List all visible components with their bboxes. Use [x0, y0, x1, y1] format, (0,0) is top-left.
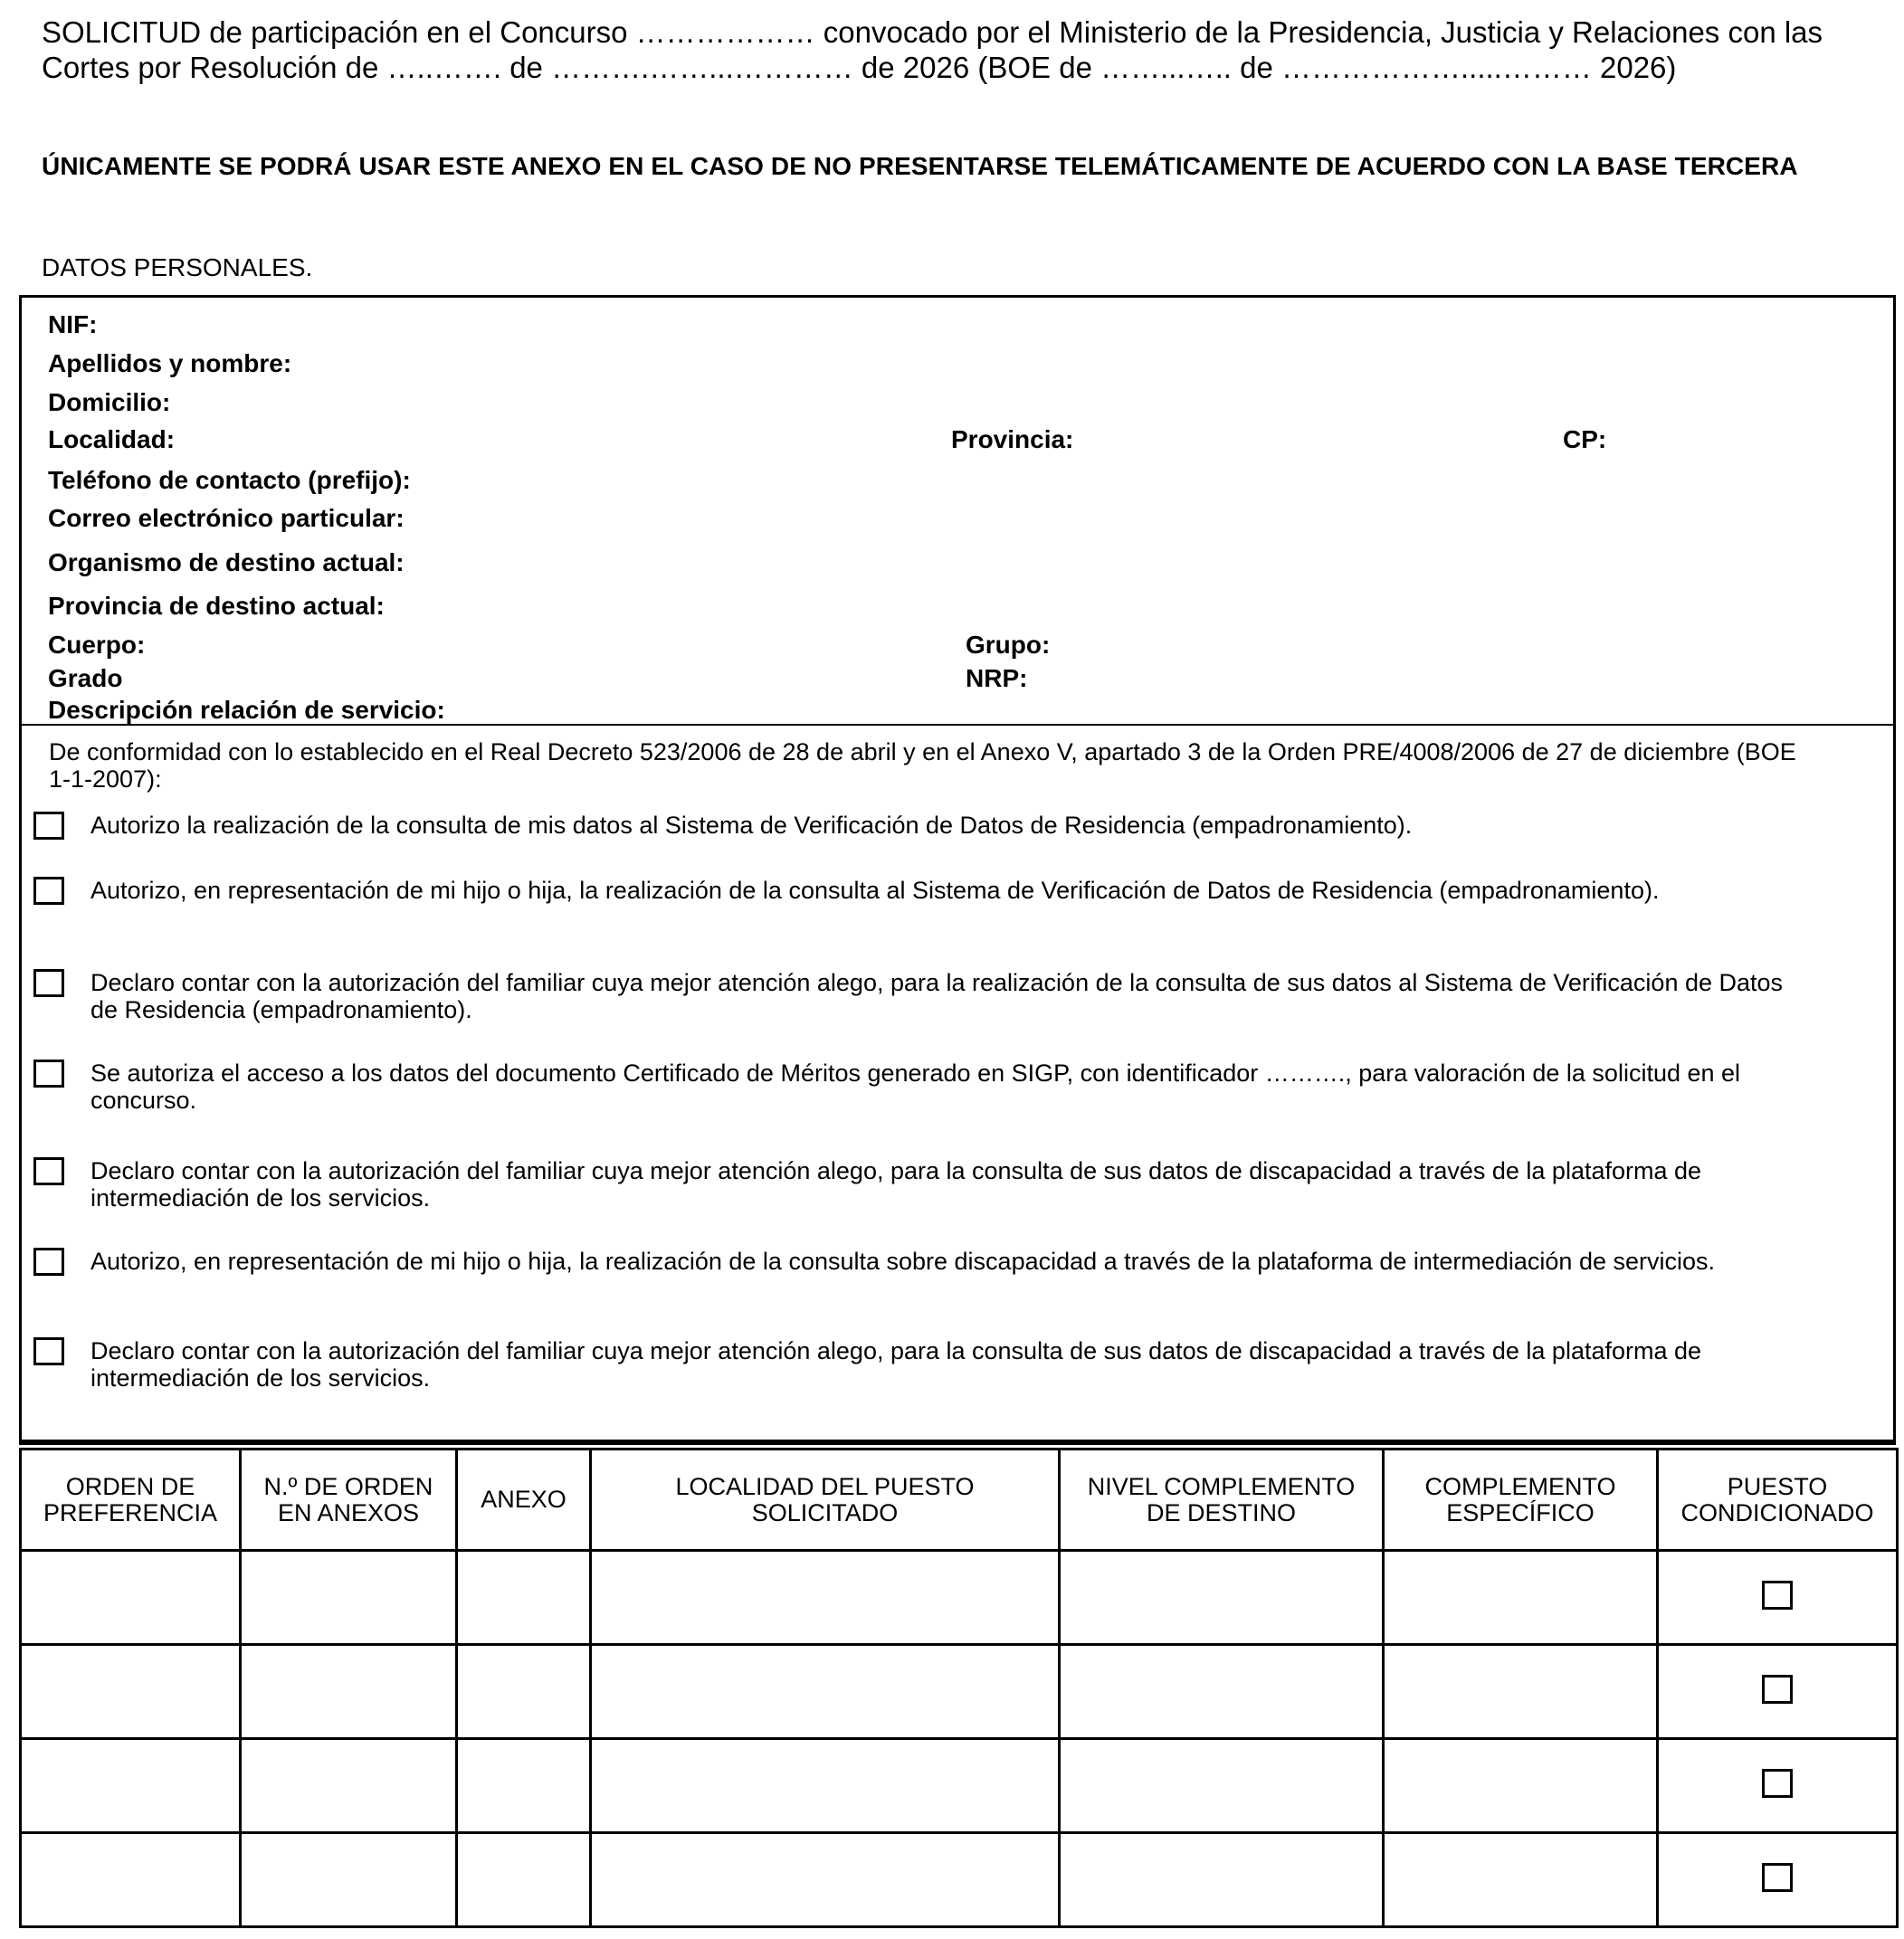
field-grupo[interactable]: Grupo: — [966, 631, 1051, 659]
table-cell[interactable] — [21, 1739, 241, 1833]
checkbox[interactable] — [33, 812, 64, 840]
table-cell[interactable] — [591, 1833, 1060, 1927]
checkbox[interactable] — [33, 1060, 64, 1088]
consent-item-label: Autorizo, en representación de mi hijo o hija, la realización de la consulta al Sistema de Verificación de Datos de Residencia (empadronamiento). — [90, 877, 1660, 904]
header-anexo — [457, 1449, 591, 1551]
header-line: ESPECÍFICO — [1446, 1498, 1595, 1526]
puesto-condicionado-checkbox[interactable] — [1762, 1863, 1793, 1892]
header-line: CONDICIONADO — [1680, 1498, 1874, 1526]
checkbox[interactable] — [33, 969, 64, 997]
header-line: N.º DE ORDEN — [263, 1472, 433, 1500]
table-header-row — [21, 1449, 1898, 1551]
table-cell[interactable] — [1384, 1645, 1658, 1739]
table-cell[interactable] — [21, 1551, 241, 1645]
header-localidad-puesto — [591, 1449, 1060, 1551]
header-line: PUESTO — [1727, 1472, 1828, 1500]
header-puesto-condicionado — [1658, 1449, 1898, 1551]
field-provincia-destino[interactable]: Provincia de destino actual: — [48, 592, 385, 620]
field-nif[interactable]: NIF: — [48, 310, 98, 338]
header-line: DE DESTINO — [1146, 1498, 1297, 1526]
consent-intro: De conformidad con lo establecido en el Real Decreto 523/2006 de 28 de abril y en el Anexo V, apartado 3 de la Orden PRE/4008/2006 de 27 de diciembre (BOE 1-1-2007): — [49, 738, 1796, 793]
header-nivel-complemento — [1060, 1449, 1384, 1551]
field-apellidos-nombre[interactable]: Apellidos y nombre: — [48, 349, 292, 377]
puesto-condicionado-checkbox[interactable] — [1762, 1581, 1793, 1610]
header-line: PREFERENCIA — [43, 1498, 218, 1526]
header-orden-preferencia — [21, 1449, 241, 1551]
table-cell[interactable] — [21, 1645, 241, 1739]
table-separator — [19, 1440, 1896, 1445]
header-numero-orden — [241, 1449, 457, 1551]
table-cell[interactable] — [1060, 1739, 1384, 1833]
table-cell[interactable] — [457, 1739, 591, 1833]
table-cell — [1658, 1645, 1898, 1739]
puesto-condicionado-checkbox[interactable] — [1762, 1675, 1793, 1704]
consent-item-label: Declaro contar con la autorización del familiar cuya mejor atención alego, para la realización de la consulta de sus datos al Sistema de Verificación de Datos de Residencia (empadronamiento). — [90, 969, 1784, 1023]
header-line: EN ANEXOS — [277, 1498, 420, 1526]
table-row — [21, 1739, 1898, 1833]
header-line: ORDEN DE — [65, 1472, 195, 1500]
section-title-personal-data: DATOS PERSONALES. — [42, 253, 313, 281]
table-cell[interactable] — [241, 1551, 457, 1645]
table-cell[interactable] — [1384, 1551, 1658, 1645]
table-cell[interactable] — [1384, 1739, 1658, 1833]
table-cell[interactable] — [591, 1739, 1060, 1833]
header-line: COMPLEMENTO — [1424, 1472, 1616, 1500]
table-cell — [1658, 1739, 1898, 1833]
field-telefono[interactable]: Teléfono de contacto (prefijo): — [48, 466, 411, 494]
table-cell[interactable] — [241, 1645, 457, 1739]
field-grado[interactable]: Grado — [48, 664, 123, 692]
field-correo[interactable]: Correo electrónico particular: — [48, 504, 405, 532]
field-organismo-destino[interactable]: Organismo de destino actual: — [48, 548, 405, 576]
consent-item-label: Declaro contar con la autorización del familiar cuya mejor atención alego, para la consulta de sus datos de discapacidad a través de la plataforma de intermediación de los servicios. — [90, 1337, 1702, 1392]
table-cell — [1658, 1551, 1898, 1645]
checkbox[interactable] — [33, 1337, 64, 1365]
table-cell[interactable] — [591, 1645, 1060, 1739]
checkbox[interactable] — [33, 1157, 64, 1185]
table-row — [21, 1551, 1898, 1645]
consent-box — [19, 724, 1896, 1442]
table-cell[interactable] — [457, 1833, 591, 1927]
positions-table — [19, 1448, 1899, 1928]
submission-notice: ÚNICAMENTE SE PODRÁ USAR ESTE ANEXO EN EL CASO DE NO PRESENTARSE TELEMÁTICAMENTE DE ACUERDO CON LA BASE TERCERA — [42, 152, 1798, 180]
checkbox[interactable] — [33, 1248, 64, 1276]
field-descripcion-servicio[interactable]: Descripción relación de servicio: — [48, 696, 445, 724]
table-row — [21, 1645, 1898, 1739]
consent-item-label: Declaro contar con la autorización del familiar cuya mejor atención alego, para la consulta de sus datos de discapacidad a través de la plataforma de intermediación de los servicios. — [90, 1157, 1702, 1212]
field-provincia[interactable]: Provincia: — [951, 425, 1074, 453]
header-line: ANEXO — [481, 1486, 566, 1513]
table-cell[interactable] — [1060, 1833, 1384, 1927]
table-cell — [1658, 1833, 1898, 1927]
consent-item-label: Autorizo, en representación de mi hijo o hija, la realización de la consulta sobre discapacidad a través de la plataforma de intermediación de servicios. — [90, 1248, 1715, 1275]
table-cell[interactable] — [1060, 1645, 1384, 1739]
table-cell[interactable] — [241, 1739, 457, 1833]
table-row — [21, 1833, 1898, 1927]
field-domicilio[interactable]: Domicilio: — [48, 388, 171, 416]
field-nrp[interactable]: NRP: — [966, 664, 1028, 692]
table-cell[interactable] — [21, 1833, 241, 1927]
form-intro: SOLICITUD de participación en el Concurso ……………… convocado por el Ministerio de la Presidencia, Justicia y Relaciones con las Cortes por Resolución de …..……. de ……….……...………… de 2026 (BOE de ……...….. de ……………….....……… 2026) — [42, 15, 1823, 84]
checkbox[interactable] — [33, 877, 64, 905]
header-line: NIVEL COMPLEMENTO — [1087, 1472, 1356, 1500]
table-cell[interactable] — [241, 1833, 457, 1927]
table-cell[interactable] — [1060, 1551, 1384, 1645]
puesto-condicionado-checkbox[interactable] — [1762, 1769, 1793, 1798]
field-cuerpo[interactable]: Cuerpo: — [48, 631, 146, 659]
field-localidad[interactable]: Localidad: — [48, 425, 176, 453]
consent-item-label: Se autoriza el acceso a los datos del documento Certificado de Méritos generado en SIGP, con identificador ………., para valoración de la solicitud en el concurso. — [90, 1060, 1741, 1114]
table-cell[interactable] — [1384, 1833, 1658, 1927]
header-complemento-especifico — [1384, 1449, 1658, 1551]
table-cell[interactable] — [457, 1551, 591, 1645]
table-cell[interactable] — [457, 1645, 591, 1739]
personal-data-box — [19, 295, 1896, 726]
field-cp[interactable]: CP: — [1563, 425, 1607, 453]
header-line: SOLICITADO — [751, 1498, 899, 1526]
header-line: LOCALIDAD DEL PUESTO — [675, 1472, 975, 1500]
consent-item-label: Autorizo la realización de la consulta de mis datos al Sistema de Verificación de Datos de Residencia (empadronamiento). — [90, 812, 1413, 839]
table-cell[interactable] — [591, 1551, 1060, 1645]
